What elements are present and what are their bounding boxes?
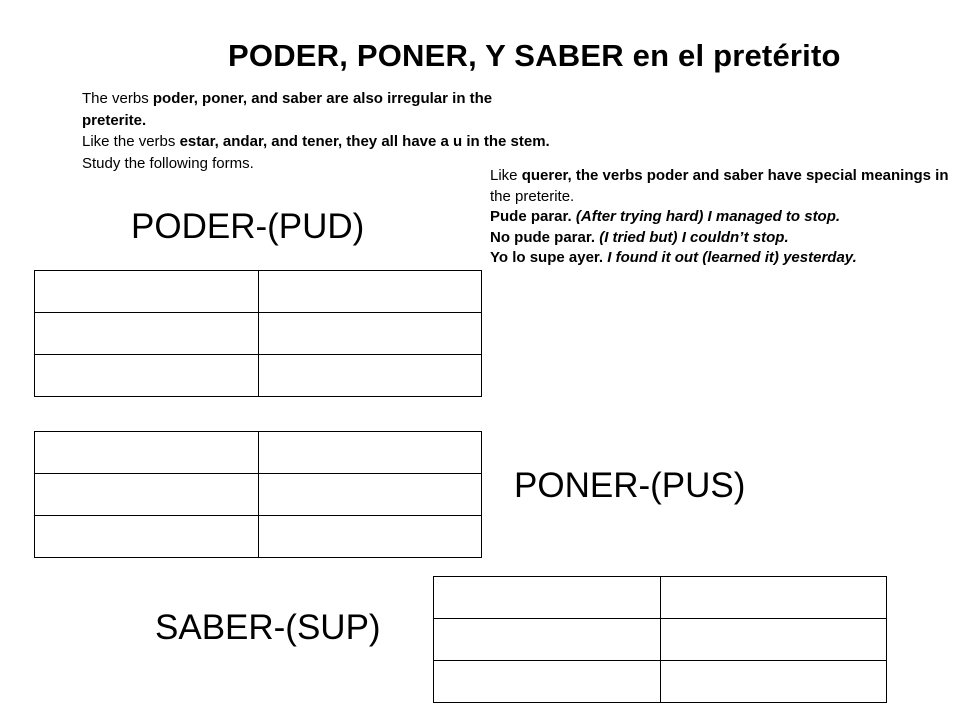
table-cell bbox=[258, 271, 482, 313]
example3-english: I found it out (learned it) yesterday. bbox=[607, 249, 857, 266]
table-cell bbox=[660, 619, 887, 661]
table-cell bbox=[258, 474, 482, 516]
table-cell bbox=[35, 355, 259, 397]
note-line1-bold: querer, the verbs poder and saber have special meanings in bbox=[521, 167, 949, 184]
table-cell bbox=[35, 474, 259, 516]
example1-spanish: Pude parar. bbox=[490, 208, 576, 225]
table-row bbox=[434, 661, 887, 703]
example1-english: (After trying hard) I managed to stop. bbox=[575, 208, 841, 225]
intro-line1-plain: The verbs bbox=[82, 90, 153, 107]
table-cell bbox=[434, 661, 661, 703]
note-line2: the preterite. bbox=[490, 187, 575, 205]
table-row bbox=[35, 474, 482, 516]
note-line1-plain: Like bbox=[490, 167, 522, 184]
table-cell bbox=[258, 432, 482, 474]
poder-label: PODER-(PUD) bbox=[131, 207, 365, 246]
table-cell bbox=[258, 516, 482, 558]
table-cell bbox=[35, 432, 259, 474]
intro-paragraph bbox=[82, 88, 557, 174]
saber-label: SABER-(SUP) bbox=[155, 608, 381, 647]
intro-line2-bold: estar, andar, and tener, they all have a u in the stem. bbox=[179, 133, 550, 150]
meanings-note bbox=[490, 166, 960, 269]
example3-spanish: Yo lo supe ayer. bbox=[490, 249, 608, 266]
table-cell bbox=[35, 271, 259, 313]
table-cell bbox=[660, 661, 887, 703]
intro-line2-plain: Like the verbs bbox=[82, 133, 180, 150]
table-row bbox=[35, 355, 482, 397]
table-cell bbox=[258, 313, 482, 355]
table-cell bbox=[434, 577, 661, 619]
table-cell bbox=[258, 355, 482, 397]
table-cell bbox=[35, 516, 259, 558]
poner-label: PONER-(PUS) bbox=[514, 466, 746, 505]
table-cell bbox=[660, 577, 887, 619]
poner-conjugation-table bbox=[34, 431, 482, 558]
poder-conjugation-table bbox=[34, 270, 482, 397]
example2-spanish: No pude parar. bbox=[490, 228, 600, 246]
table-row bbox=[434, 619, 887, 661]
table-row bbox=[434, 577, 887, 619]
saber-conjugation-table bbox=[433, 576, 887, 703]
example2-english: (I tried but) I couldn’t stop. bbox=[599, 228, 789, 246]
table-row bbox=[35, 313, 482, 355]
page-title: PODER, PONER, Y SABER en el pretérito bbox=[228, 38, 841, 73]
intro-line1-bold: poder, poner, and saber are also irregular in the preterite. bbox=[82, 90, 493, 129]
table-row bbox=[35, 271, 482, 313]
intro-line3: Study the following forms. bbox=[82, 154, 254, 172]
table-cell bbox=[35, 313, 259, 355]
table-cell bbox=[434, 619, 661, 661]
table-row bbox=[35, 432, 482, 474]
table-row bbox=[35, 516, 482, 558]
